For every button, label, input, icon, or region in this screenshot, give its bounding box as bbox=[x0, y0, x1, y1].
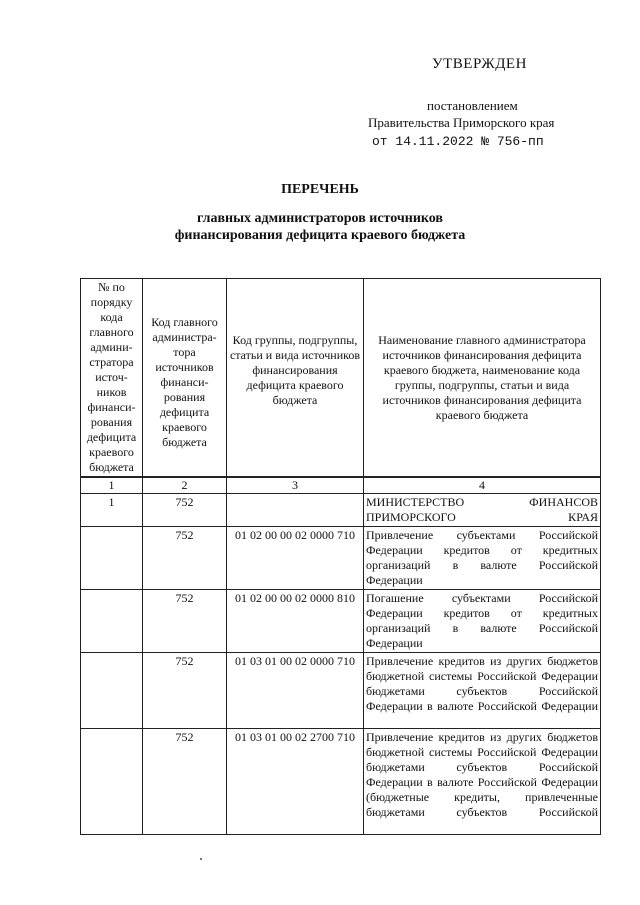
document-subtitle bbox=[100, 210, 540, 244]
row-number bbox=[81, 729, 143, 835]
source-code: 01 03 01 00 02 2700 710 bbox=[227, 729, 364, 835]
source-code: 01 02 00 00 02 0000 710 bbox=[227, 527, 364, 590]
table-row bbox=[81, 729, 601, 835]
source-code: 01 02 00 00 02 0000 810 bbox=[227, 590, 364, 653]
table-row bbox=[81, 653, 601, 729]
col-number: 3 bbox=[227, 477, 364, 494]
source-code: 01 03 01 00 02 0000 710 bbox=[227, 653, 364, 729]
decree-line-2: Правительства Приморского края bbox=[368, 115, 555, 130]
admin-code: 752 bbox=[143, 729, 227, 835]
approved-stamp: УТВЕРЖДЕН bbox=[432, 56, 527, 72]
row-number bbox=[81, 653, 143, 729]
col-number: 1 bbox=[81, 477, 143, 494]
admin-name: МИНИСТЕРСТВО ФИНАНСОВ ПРИМОРСКОГО КРАЯ bbox=[364, 494, 601, 527]
admin-code: 752 bbox=[143, 653, 227, 729]
admin-code: 752 bbox=[143, 494, 227, 527]
column-numbers-row bbox=[81, 477, 601, 494]
row-number bbox=[81, 590, 143, 653]
col-number: 2 bbox=[143, 477, 227, 494]
row-number bbox=[81, 527, 143, 590]
admin-code: 752 bbox=[143, 527, 227, 590]
source-name: Погашение субъектами Российской Федерации кредитов от кредитных организаций в валюте Российской Федерации bbox=[364, 590, 601, 653]
decree-line-1: постановлением bbox=[427, 98, 518, 113]
table-row bbox=[81, 590, 601, 653]
source-name: Привлечение субъектами Российской Федерации кредитов от кредитных организаций в валюте Российской Федерации bbox=[364, 527, 601, 590]
document-title: ПЕРЕЧЕНЬ bbox=[281, 182, 359, 197]
col-number: 4 bbox=[364, 477, 601, 494]
table-row bbox=[81, 527, 601, 590]
table-header-row bbox=[81, 279, 601, 478]
col1-header: № по порядку кода главного админи-стратора источ-ников финанси-рования дефицита краевого бюджета bbox=[81, 279, 143, 478]
source-code bbox=[227, 494, 364, 527]
col4-header: Наименование главного администратора источников финансирования дефицита краевого бюджета, наименование кода группы, подгруппы, статьи и вида источников финансирования дефицита краевого бюджета bbox=[364, 279, 601, 478]
subtitle-line-1: главных администраторов источников bbox=[197, 211, 443, 226]
admin-code: 752 bbox=[143, 590, 227, 653]
scan-speck bbox=[200, 858, 202, 860]
row-number: 1 bbox=[81, 494, 143, 527]
subtitle-line-2: финансирования дефицита краевого бюджета bbox=[174, 228, 466, 243]
decree-line-3: от 14.11.2022 № 756-пп bbox=[372, 134, 544, 149]
source-name: Привлечение кредитов из других бюджетов бюджетной системы Российской Федерации бюджетами субъектов Российской Федерации в валюте Российской Федерации bbox=[364, 653, 601, 729]
col3-header: Код группы, подгруппы, статьи и вида источников финансирования дефицита краевого бюджета bbox=[227, 279, 364, 478]
source-name: Привлечение кредитов из других бюджетов бюджетной системы Российской Федерации бюджетами субъектов Российской Федерации в валюте Российской Федерации (бюджетные кредиты, привлеченные бюджетами субъектов Российской bbox=[364, 729, 601, 835]
administrators-table bbox=[80, 278, 601, 835]
table-row bbox=[81, 494, 601, 527]
col2-header: Код главного администра-тора источников финанси-рования дефицита краевого бюджета bbox=[143, 279, 227, 478]
